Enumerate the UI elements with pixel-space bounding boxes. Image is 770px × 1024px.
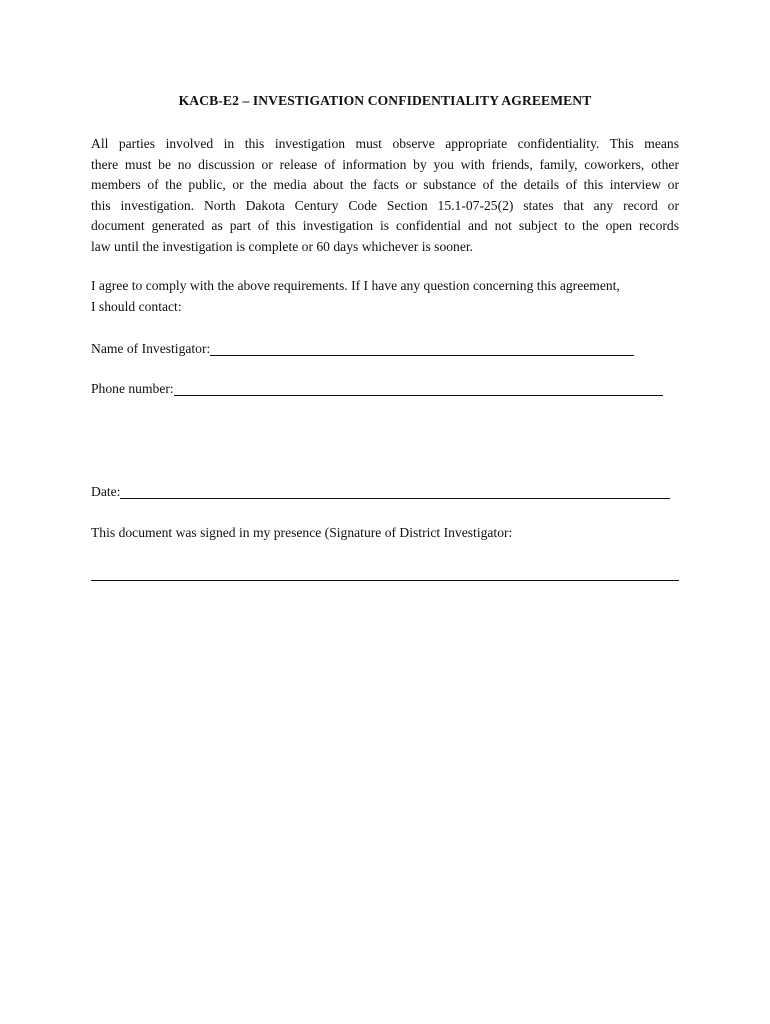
investigator-name-label: Name of Investigator: bbox=[91, 341, 211, 356]
paragraph-line: All parties involved in this investigation must observe appropriate confidentiality. This means bbox=[91, 136, 679, 151]
paragraph-line: this investigation. North Dakota Century Code Section 15.1-07-25(2) states that any record or bbox=[91, 197, 679, 213]
document-title: KACB-E2 – INVESTIGATION CONFIDENTIALITY AGREEMENT bbox=[178, 93, 592, 108]
paragraph-line: I should contact: bbox=[91, 298, 182, 314]
phone-number-field bbox=[91, 380, 663, 398]
paragraph-line: there must be no discussion or release of information by you with friends, family, coworkers, other bbox=[91, 156, 679, 172]
confidentiality-paragraph bbox=[91, 134, 679, 257]
paragraph-line: I agree to comply with the above requirements. If I have any question concerning this agreement, bbox=[91, 278, 620, 293]
paragraph-line: law until the investigation is complete or 60 days whichever is sooner. bbox=[91, 238, 474, 254]
date-blank[interactable] bbox=[120, 484, 670, 499]
investigator-name-blank[interactable] bbox=[210, 341, 634, 356]
signature-statement: This document was signed in my presence (Signature of District Investigator: bbox=[91, 525, 513, 540]
signature-line[interactable] bbox=[91, 580, 679, 581]
phone-number-blank[interactable] bbox=[174, 381, 663, 396]
investigator-name-field bbox=[91, 340, 634, 358]
date-label: Date: bbox=[91, 484, 121, 499]
agreement-paragraph bbox=[91, 276, 679, 317]
phone-number-label: Phone number: bbox=[91, 381, 174, 396]
date-field bbox=[91, 483, 670, 501]
paragraph-line: document generated as part of this investigation is confidential and not subject to the open records bbox=[91, 218, 679, 233]
paragraph-line: members of the public, or the media about the facts or substance of the details of this interview or bbox=[91, 177, 679, 192]
